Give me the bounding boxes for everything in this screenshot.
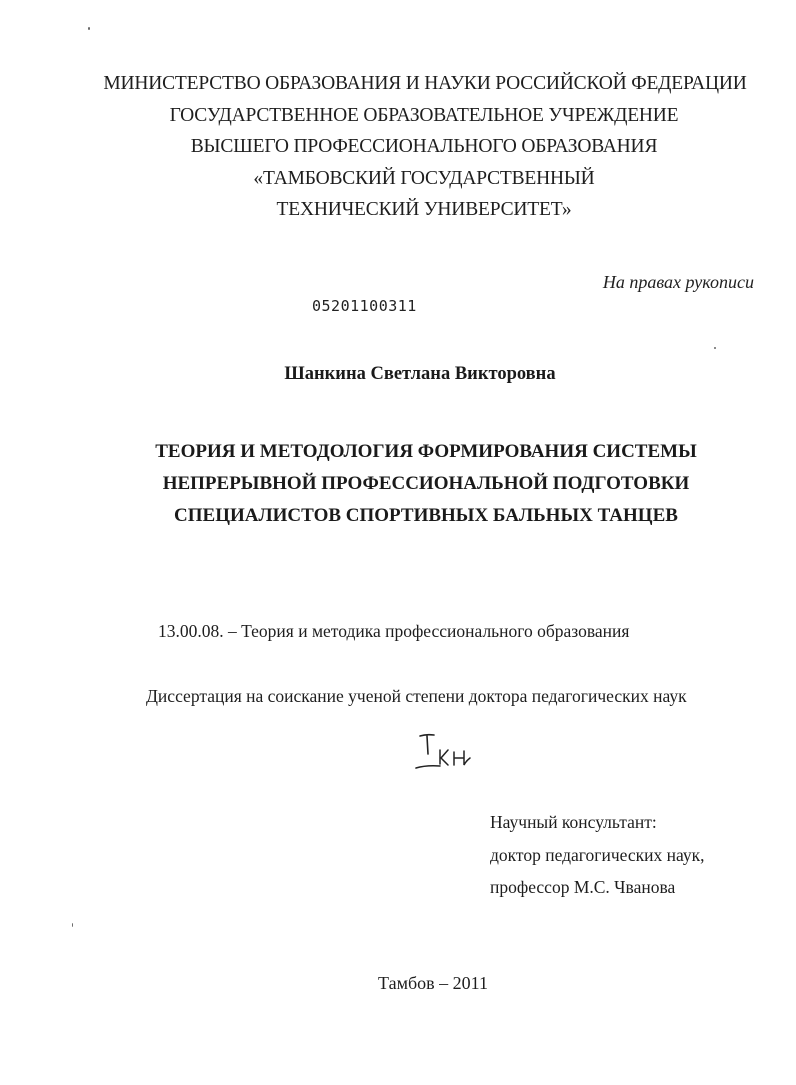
scan-speck bbox=[88, 27, 90, 30]
degree-statement: Диссертация на соискание ученой степени доктора педагогических наук bbox=[146, 686, 687, 706]
consultant-name: профессор М.С. Чванова bbox=[490, 877, 676, 897]
scientific-consultant bbox=[490, 806, 704, 904]
specialty-code: 13.00.08. – Теория и методика профессионального образования bbox=[158, 621, 630, 641]
thesis-title-line: НЕПРЕРЫВНОЙ ПРОФЕССИОНАЛЬНОЙ ПОДГОТОВКИ bbox=[162, 473, 690, 494]
institution-line: ГОСУДАРСТВЕННОЕ ОБРАЗОВАТЕЛЬНОЕ УЧРЕЖДЕНИЕ bbox=[169, 104, 679, 126]
institution-line: МИНИСТЕРСТВО ОБРАЗОВАНИЯ И НАУКИ РОССИЙСКОЙ ФЕДЕРАЦИИ bbox=[103, 73, 747, 94]
thesis-title bbox=[0, 436, 796, 532]
institution-line: «ТАМБОВСКИЙ ГОСУДАРСТВЕННЫЙ bbox=[253, 167, 595, 189]
consultant-label: Научный консультант: bbox=[490, 812, 657, 832]
author-name: Шанкина Светлана Викторовна bbox=[284, 364, 556, 384]
handwritten-mark bbox=[410, 728, 480, 778]
institution-line: ВЫСШЕГО ПРОФЕССИОНАЛЬНОГО ОБРАЗОВАНИЯ bbox=[190, 136, 658, 157]
city-year: Тамбов – 2011 bbox=[378, 973, 488, 993]
institution-header bbox=[0, 68, 796, 226]
consultant-degree: доктор педагогических наук, bbox=[490, 844, 705, 865]
catalog-number: 05201100311 bbox=[312, 297, 417, 315]
manuscript-note: На правах рукописи bbox=[602, 272, 754, 292]
thesis-title-line: ТЕОРИЯ И МЕТОДОЛОГИЯ ФОРМИРОВАНИЯ СИСТЕМЫ bbox=[155, 441, 697, 462]
institution-line: ТЕХНИЧЕСКИЙ УНИВЕРСИТЕТ» bbox=[276, 199, 572, 220]
scan-speck bbox=[72, 923, 73, 927]
thesis-title-line: СПЕЦИАЛИСТОВ СПОРТИВНЫХ БАЛЬНЫХ ТАНЦЕВ bbox=[174, 505, 678, 526]
scan-speck bbox=[714, 347, 716, 349]
